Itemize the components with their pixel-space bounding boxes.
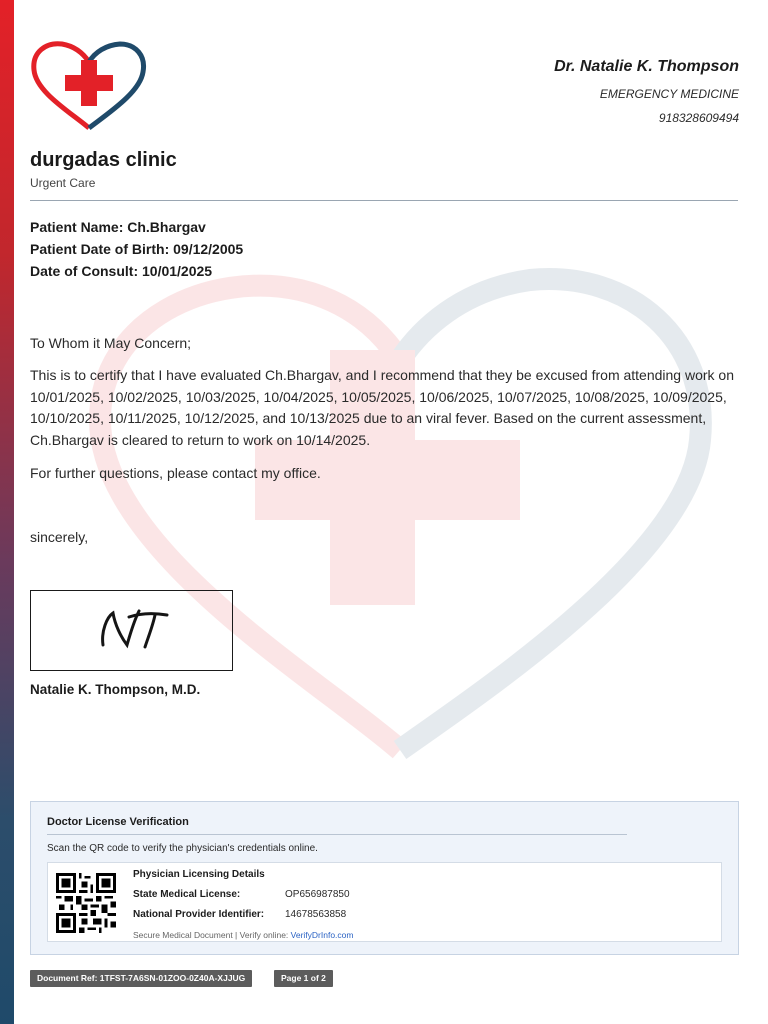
state-license-value: OP656987850 [285, 889, 350, 900]
patient-details [30, 216, 243, 282]
letter-closing: sincerely, [30, 529, 89, 545]
licensing-card [47, 862, 722, 942]
doctor-name: Dr. Natalie K. Thompson [554, 58, 739, 75]
state-license-row [133, 889, 350, 900]
document-reference-badge: Document Ref: 1TFST-7A6SN-01ZOO-0Z40A-XJJUG [30, 970, 252, 987]
patient-name: Patient Name: Ch.Bhargav [30, 219, 206, 235]
state-license-label: State Medical License: [133, 889, 241, 900]
verification-instructions: Scan the QR code to verify the physician's credentials online. [47, 843, 318, 854]
npi-row [133, 909, 346, 920]
clinic-type: Urgent Care [30, 176, 96, 190]
licensing-details-title: Physician Licensing Details [133, 869, 265, 880]
clinic-name: durgadas clinic [30, 149, 177, 171]
letter-body: This is to certify that I have evaluated Ch.Bhargav, and I recommend that they be excused from attending work on 10/01/2025, 10/02/2025, 10/03/2025, 10/04/2025, 10/05/2025, 10/06/2025, 10/07/2025, 10/08/2025, 10/09/2025, 10/10/2025, 10/11/2025, 10/12/2025, and 10/13/2025 due to an viral fever. Based on the current assessment, Ch.Bhargav is cleared to return to work on 10/14/2025. [30, 367, 735, 448]
clinic-logo [30, 40, 148, 132]
verify-link[interactable]: VerifyDrInfo.com [290, 930, 354, 940]
secure-text: Secure Medical Document | Verify online: [133, 930, 291, 940]
doctor-info [554, 58, 739, 125]
brand-side-bar [0, 0, 14, 1024]
doctor-specialty: EMERGENCY MEDICINE [599, 87, 739, 101]
letter-contact-note: For further questions, please contact my office. [30, 465, 321, 481]
heart-cross-watermark [60, 250, 740, 780]
npi-value: 14678563858 [285, 909, 347, 920]
license-verification-panel [30, 801, 739, 955]
header-divider [30, 200, 738, 201]
qr-code-icon[interactable] [56, 873, 116, 933]
page-number-badge: Page 1 of 2 [274, 970, 333, 987]
consult-date: Date of Consult: 10/01/2025 [30, 263, 213, 279]
patient-dob: Patient Date of Birth: 09/12/2005 [30, 241, 244, 257]
verification-title: Doctor License Verification [47, 816, 189, 828]
signer-name: Natalie K. Thompson, M.D. [30, 682, 201, 697]
secure-document-note [133, 930, 353, 940]
npi-label: National Provider Identifier: [133, 909, 265, 920]
doctor-phone: 918328609494 [658, 111, 739, 125]
letter-greeting: To Whom it May Concern; [30, 335, 192, 351]
signature-box [30, 590, 233, 671]
signature-drawing [31, 591, 231, 669]
verification-divider [47, 834, 627, 835]
